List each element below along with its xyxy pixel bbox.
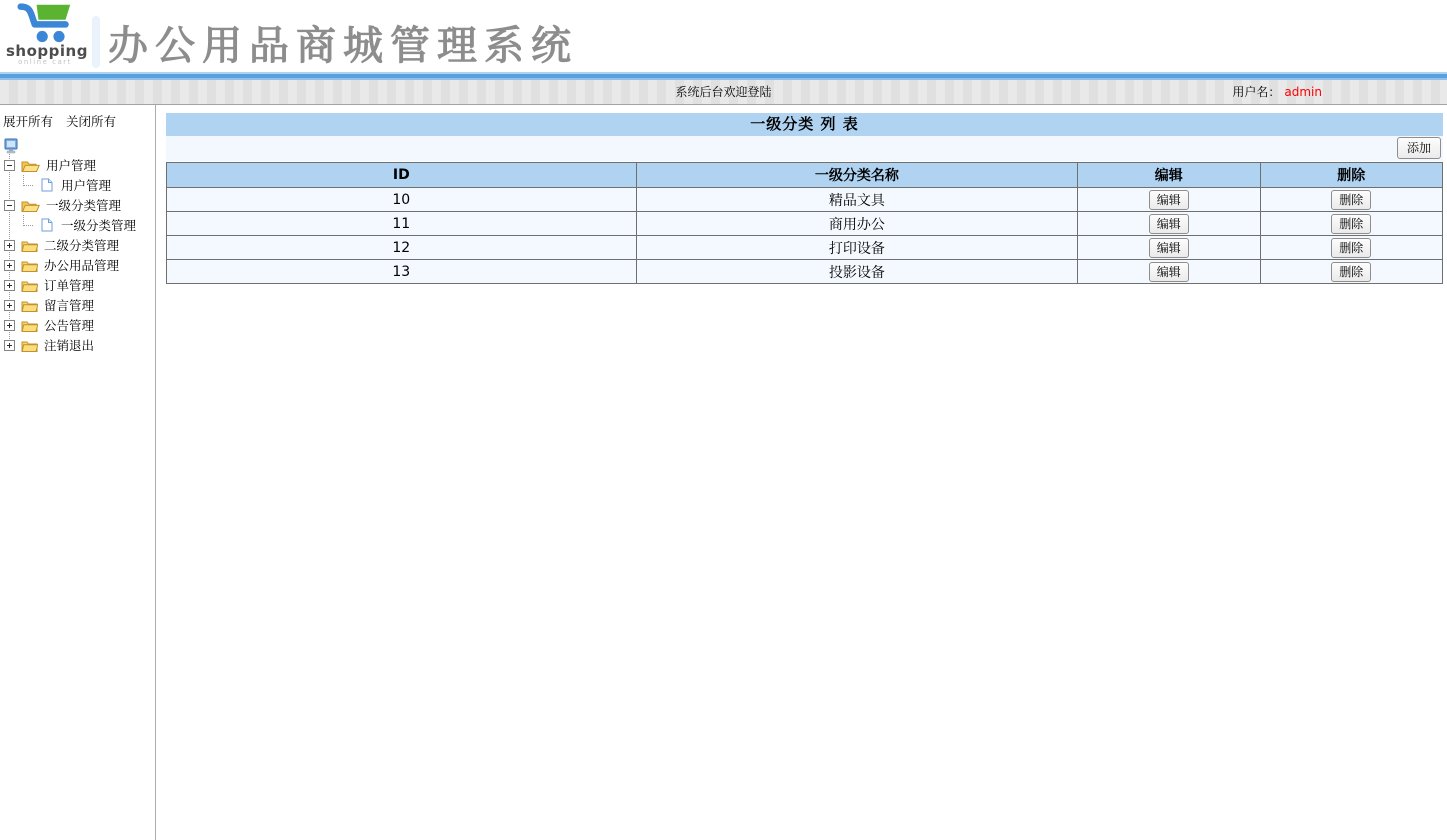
edit-button[interactable]: 编辑 <box>1149 214 1189 234</box>
cell-edit <box>1078 188 1260 212</box>
cell-name: 精品文具 <box>636 188 1078 212</box>
collapse-icon[interactable] <box>4 200 15 211</box>
nav-tree <box>2 136 155 355</box>
collapse-icon[interactable] <box>4 160 15 171</box>
column-header-name: 一级分类名称 <box>636 163 1078 188</box>
delete-button[interactable]: 删除 <box>1331 190 1371 210</box>
logo-divider <box>92 16 100 68</box>
folder-open-icon <box>21 159 40 172</box>
sidebar-item-label: 一级分类管理 <box>46 198 122 213</box>
column-header-id: ID <box>167 163 637 188</box>
computer-icon <box>4 138 18 154</box>
sidebar-item-order-mgmt[interactable] <box>2 275 155 295</box>
folder-icon <box>21 339 38 352</box>
folder-icon <box>21 259 38 272</box>
delete-button[interactable]: 删除 <box>1331 262 1371 282</box>
table-row <box>167 212 1443 236</box>
cell-delete <box>1260 188 1442 212</box>
expand-icon[interactable] <box>4 340 15 351</box>
sidebar-nav <box>0 105 156 840</box>
cell-name: 商用办公 <box>636 212 1078 236</box>
sidebar-item-user-mgmt[interactable] <box>2 155 155 175</box>
sidebar-item-user-mgmt-leaf[interactable] <box>2 175 155 195</box>
username-value: admin <box>1284 85 1322 99</box>
cell-edit <box>1078 260 1260 284</box>
sidebar-item-cat1-mgmt-leaf[interactable] <box>2 215 155 235</box>
app-logo <box>6 2 88 67</box>
add-button[interactable]: 添加 <box>1397 137 1441 159</box>
cell-delete <box>1260 260 1442 284</box>
sidebar-item-label: 一级分类管理 <box>61 218 137 233</box>
welcome-text: 系统后台欢迎登陆 <box>675 85 772 99</box>
edit-button[interactable]: 编辑 <box>1149 238 1189 258</box>
category-table <box>166 162 1443 284</box>
user-info <box>1232 80 1322 104</box>
folder-icon <box>21 279 38 292</box>
sidebar-item-cat2-mgmt[interactable] <box>2 235 155 255</box>
sidebar-item-supplies-mgmt[interactable] <box>2 255 155 275</box>
sidebar-item-cat1-mgmt[interactable] <box>2 195 155 215</box>
sidebar-item-label: 订单管理 <box>44 278 95 293</box>
table-row <box>167 236 1443 260</box>
main-panel <box>156 105 1447 840</box>
table-row <box>167 188 1443 212</box>
cell-id: 10 <box>167 188 637 212</box>
sidebar-item-logout[interactable] <box>2 335 155 355</box>
column-header-edit: 编辑 <box>1078 163 1260 188</box>
cell-id: 11 <box>167 212 637 236</box>
edit-button[interactable]: 编辑 <box>1149 262 1189 282</box>
sidebar-item-label: 留言管理 <box>44 298 95 313</box>
tree-controls <box>3 112 155 130</box>
cell-id: 13 <box>167 260 637 284</box>
tree-root[interactable] <box>2 136 155 155</box>
expand-icon[interactable] <box>4 260 15 271</box>
delete-button[interactable]: 删除 <box>1331 214 1371 234</box>
folder-icon <box>21 239 38 252</box>
sidebar-item-label: 公告管理 <box>44 318 95 333</box>
cell-edit <box>1078 212 1260 236</box>
collapse-all-link[interactable]: 关闭所有 <box>66 114 117 129</box>
column-header-delete: 删除 <box>1260 163 1442 188</box>
sidebar-item-message-mgmt[interactable] <box>2 295 155 315</box>
panel-title: 一级分类 列 表 <box>166 113 1443 136</box>
cell-delete <box>1260 236 1442 260</box>
username-label: 用户名： <box>1232 85 1281 99</box>
content-area <box>0 105 1447 840</box>
cell-delete <box>1260 212 1442 236</box>
document-icon <box>41 218 53 232</box>
sidebar-item-label: 办公用品管理 <box>44 258 120 273</box>
delete-button[interactable]: 删除 <box>1331 238 1371 258</box>
expand-icon[interactable] <box>4 300 15 311</box>
edit-button[interactable]: 编辑 <box>1149 190 1189 210</box>
folder-open-icon <box>21 199 40 212</box>
sidebar-item-label: 用户管理 <box>46 158 97 173</box>
sidebar-item-notice-mgmt[interactable] <box>2 315 155 335</box>
cell-name: 投影设备 <box>636 260 1078 284</box>
cell-name: 打印设备 <box>636 236 1078 260</box>
document-icon <box>41 178 53 192</box>
accent-stripe <box>0 72 1447 80</box>
table-row <box>167 260 1443 284</box>
expand-icon[interactable] <box>4 280 15 291</box>
sidebar-item-label: 用户管理 <box>61 178 112 193</box>
folder-icon <box>21 299 38 312</box>
sidebar-item-label: 二级分类管理 <box>44 238 120 253</box>
expand-icon[interactable] <box>4 240 15 251</box>
cell-id: 12 <box>167 236 637 260</box>
app-header <box>0 0 1447 72</box>
expand-all-link[interactable]: 展开所有 <box>3 114 54 129</box>
logo-text: shopping <box>6 42 88 60</box>
status-bar <box>0 80 1447 105</box>
logo-subtext: online cart <box>18 58 72 66</box>
shopping-cart-icon <box>17 2 73 44</box>
expand-icon[interactable] <box>4 320 15 331</box>
sidebar-item-label: 注销退出 <box>44 338 95 353</box>
table-header-row <box>167 163 1443 188</box>
cell-edit <box>1078 236 1260 260</box>
page-title: 办公用品商城管理系统 <box>108 23 578 69</box>
toolbar <box>166 136 1443 161</box>
folder-icon <box>21 319 38 332</box>
